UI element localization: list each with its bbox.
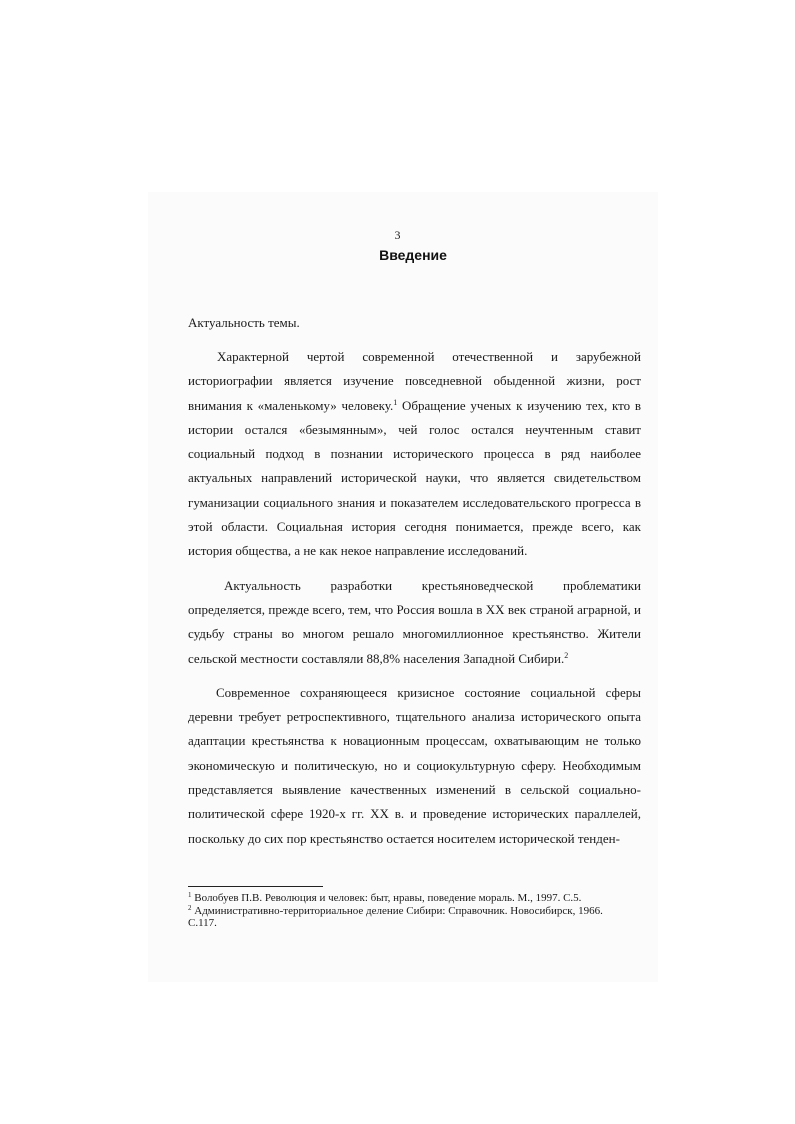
paragraph-3-text: Современное сохраняющееся кризисное состояние социальной сферы деревни требует ретроспективного, тщательного анализа исторического опыта адаптации крестьянства к новационным процессам, охватывающим не только экономическую и политическую, но и социокультурную сферу. Необходимым представляется выявление качественных изменений в сельской социально-политической сфере 1920-х гг. XX в. и проведение исторических параллелей, поскольку до сих пор крестьянство остается носителем исторической тенден-	[188, 684, 641, 846]
footnote-2-mark: 2	[188, 903, 192, 912]
footnote-1-text: Волобуев П.В. Революция и человек: быт, нравы, поведение мораль. М., 1997. С.5.	[191, 892, 582, 904]
footnote-ref-1: 1	[393, 397, 398, 407]
page-number: 3	[394, 228, 401, 242]
paragraph-1	[188, 345, 641, 564]
paragraph-2-text: Актуальность разработки крестьяноведческой проблематики определяется, прежде всего, тем, что Россия вошла в XX век страной аграрной, и судьбу страны во многом решало многомиллионное крестьянство. Жители сельской местности составляли 88,8% населения Западной Сибири.	[188, 577, 641, 666]
footnote-2	[188, 905, 628, 930]
footnotes	[188, 886, 628, 930]
paragraph-3	[188, 681, 641, 851]
section-heading: Актуальность темы.	[188, 315, 300, 330]
main-text	[188, 311, 641, 851]
footnote-1-mark: 1	[188, 891, 192, 899]
footnote-2-text: Административно-территориальное деление Сибири: Справочник. Новосибирск, 1966. С.117.	[188, 904, 603, 929]
page-title: Введение	[379, 247, 447, 263]
paragraph-2	[188, 574, 641, 671]
footnote-separator	[188, 886, 323, 887]
paragraph-1-text-a: Характерной чертой современной отечественной и зарубежной историографии является изучение повседневной обыденной жизни, рост внимания к «маленькому» человеку.	[188, 349, 641, 413]
paragraph-1-text-b: Обращение ученых к изучению тех, кто в истории остался «безымянным», чей голос остался неучтенным ставит социальный подход в познании исторического процесса в ряд наиболее актуальных направлений исторической науки, что является свидетельством гуманизации социального знания и показателем исследовательского прогресса в этой области. Социальная история сегодня понимается, прежде всего, как история общества, а не как некое направление исследований.	[188, 397, 641, 559]
footnote-ref-2: 2	[564, 650, 569, 660]
footnote-1	[188, 892, 628, 905]
